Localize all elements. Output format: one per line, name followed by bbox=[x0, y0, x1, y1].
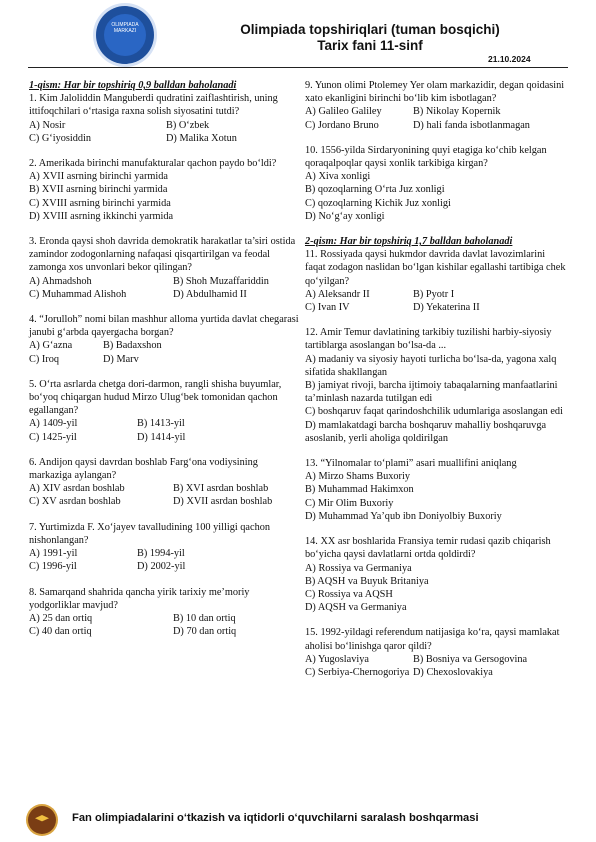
page-title bbox=[210, 22, 530, 54]
title-line-1: Olimpiada topshiriqlari (tuman bosqichi) bbox=[240, 22, 500, 37]
question-text: 9. Yunon olimi Ptolemey Yer olam markazidir, degan qoidasini xato ekanligini birinchi bo‘lib kim isbotlagan? bbox=[305, 80, 565, 105]
answer-options bbox=[29, 339, 299, 365]
option-a[interactable]: A) Rossiya va Germaniya bbox=[305, 562, 412, 574]
option-d[interactable]: D) Marv bbox=[103, 353, 139, 365]
option-a[interactable]: A) Aleksandr II bbox=[305, 288, 370, 300]
option-a[interactable]: A) madaniy va siyosiy hayoti turlicha bo‘lsa-da, yagona xalq sifatida shakllangan bbox=[305, 353, 557, 378]
question-7 bbox=[29, 521, 299, 574]
answer-options bbox=[305, 353, 567, 445]
question-text: 2. Amerikada birinchi manufakturalar qachon paydo bo‘ldi? bbox=[29, 158, 277, 170]
question-6 bbox=[29, 456, 299, 509]
question-text: 4. “Jorulloh” nomi bilan mashhur alloma yurtida davlat chegarasi janubi g‘arbda qayergacha borgan? bbox=[29, 314, 299, 339]
logo-text: OLIMPIADA MARKAZI bbox=[104, 14, 146, 56]
answer-options bbox=[29, 119, 299, 145]
question-12 bbox=[305, 326, 567, 445]
question-11 bbox=[305, 248, 567, 314]
answer-options bbox=[305, 170, 567, 223]
option-a[interactable]: A) 25 dan ortiq bbox=[29, 612, 93, 624]
option-b[interactable]: B) jamiyat rivoji, barcha ijtimoiy tabaqalarning manfaatlarini ta’minlash nazarda tutilgan edi bbox=[305, 380, 558, 405]
answer-options bbox=[29, 417, 299, 443]
option-c[interactable]: C) 1996-yil bbox=[29, 561, 77, 573]
option-b[interactable]: B) Badaxshon bbox=[103, 340, 162, 352]
question-9 bbox=[305, 79, 567, 132]
option-a[interactable]: A) XIV asrdan boshlab bbox=[29, 483, 125, 495]
option-d[interactable]: D) 70 dan ortiq bbox=[173, 626, 237, 638]
question-text: 15. 1992-yildagi referendum natijasiga ko‘ra, qaysi mamlakat aholisi bo‘linishga qaror qildi? bbox=[305, 627, 560, 652]
answer-options bbox=[29, 170, 299, 223]
right-column bbox=[305, 79, 567, 691]
option-a[interactable]: A) Yugoslaviya bbox=[305, 653, 369, 665]
question-text: 14. XX asr boshlarida Fransiya temir rudasi qazib chiqarish bo‘yicha qaysi davlatlarni ortda qoldirdi? bbox=[305, 536, 551, 561]
option-d[interactable]: D) Chexoslovakiya bbox=[413, 666, 493, 678]
option-d[interactable]: D) Malika Xotun bbox=[166, 132, 237, 144]
option-c[interactable]: C) Jordano Bruno bbox=[305, 119, 379, 131]
option-b[interactable]: B) 10 dan ortiq bbox=[173, 612, 236, 624]
question-text: 1. Kim Jaloliddin Manguberdi qudratini zaiflashtirish, uning ittifoqchilari o‘rtasiga raxna solish siyosatini tutdi? bbox=[29, 93, 278, 118]
option-c[interactable]: C) Iroq bbox=[29, 353, 60, 365]
answer-options bbox=[305, 288, 567, 314]
option-d[interactable]: D) hali fanda isbotlanmagan bbox=[413, 119, 530, 131]
option-c[interactable]: C) Rossiya va AQSH bbox=[305, 588, 393, 600]
cap-shape bbox=[35, 815, 49, 823]
option-a[interactable]: A) XVII asrning birinchi yarmida bbox=[29, 171, 168, 183]
option-d[interactable]: D) XVII asrdan boshlab bbox=[173, 496, 273, 508]
exam-date: 21.10.2024 bbox=[488, 54, 531, 64]
answer-options bbox=[305, 105, 567, 131]
question-text: 5. O‘rta asrlarda chetga dori-darmon, rangli shisha buyumlar, bo‘yoq chiqargan hudud Mirzo Ulug‘bek tomonidan qachon egallangan? bbox=[29, 378, 282, 417]
footer-text: Fan olimpiadalarini o‘tkazish va iqtidorli o‘quvchilarni saralash boshqarmasi bbox=[72, 812, 479, 824]
option-a[interactable]: A) Nosir bbox=[29, 119, 66, 131]
option-a[interactable]: A) G‘azna bbox=[29, 340, 73, 352]
option-c[interactable]: C) 1425-yil bbox=[29, 431, 77, 443]
option-b[interactable]: B) Bosniya va Gersogovina bbox=[413, 653, 528, 665]
option-d[interactable]: D) 2002-yil bbox=[137, 561, 186, 573]
option-c[interactable]: C) 40 dan ortiq bbox=[29, 626, 92, 638]
question-5 bbox=[29, 378, 299, 444]
option-c[interactable]: C) Muhammad Alishoh bbox=[29, 288, 127, 300]
option-b[interactable]: B) Muhammad Hakimxon bbox=[305, 484, 414, 496]
option-b[interactable]: B) Nikolay Kopernik bbox=[413, 106, 501, 118]
title-line-2: Tarix fani 11-sinf bbox=[317, 38, 423, 53]
option-c[interactable]: C) Ivan IV bbox=[305, 302, 350, 314]
page-footer bbox=[0, 800, 596, 842]
option-c[interactable]: C) boshqaruv faqat qarindoshchilik udumlariga asoslangan edi bbox=[305, 406, 563, 418]
question-text: 7. Yurtimizda F. Xo‘jayev tavalludining 100 yilligi qachon nishonlangan? bbox=[29, 521, 271, 546]
option-a[interactable]: A) 1409-yil bbox=[29, 418, 78, 430]
question-text: 3. Eronda qaysi shoh davrida demokratik harakatlar ta’siri ostida zamindor zodogonlarning nafaqasi qisqartirilgan va feodal zamonga xos unvonlari bekor qilingan? bbox=[29, 236, 296, 274]
option-b[interactable]: B) 1413-yil bbox=[137, 418, 185, 430]
header-divider bbox=[28, 67, 568, 68]
option-b[interactable]: B) qozoqlarning O‘rta Juz xonligi bbox=[305, 184, 445, 196]
question-14 bbox=[305, 535, 567, 614]
option-d[interactable]: D) Muhammad Ya’qub ibn Doniyolbiy Buxoriy bbox=[305, 510, 502, 522]
question-2 bbox=[29, 157, 299, 223]
question-10 bbox=[305, 144, 567, 223]
option-c[interactable]: C) G‘iyosiddin bbox=[29, 132, 92, 144]
option-b[interactable]: B) Pyotr I bbox=[413, 288, 455, 300]
option-b[interactable]: B) AQSH va Buyuk Britaniya bbox=[305, 575, 429, 587]
option-d[interactable]: D) Yekaterina II bbox=[413, 302, 480, 314]
option-c[interactable]: C) Serbiya-Chernogoriya bbox=[305, 666, 410, 678]
option-a[interactable]: A) Galileo Galiley bbox=[305, 106, 382, 118]
olympiad-logo-icon bbox=[96, 6, 154, 64]
option-d[interactable]: D) AQSH va Germaniya bbox=[305, 602, 407, 614]
question-3 bbox=[29, 235, 299, 301]
answer-options bbox=[29, 612, 299, 638]
question-8 bbox=[29, 586, 299, 639]
option-b[interactable]: B) XVI asrdan boshlab bbox=[173, 483, 269, 495]
question-text: 6. Andijon qaysi davrdan boshlab Farg‘ona vodiysining markaziga aylangan? bbox=[29, 456, 258, 482]
option-a[interactable]: A) Mirzo Shams Buxoriy bbox=[305, 471, 410, 483]
answer-options bbox=[305, 562, 567, 615]
answer-options bbox=[29, 275, 299, 301]
option-c[interactable]: C) qozoqlarning Kichik Juz xonligi bbox=[305, 197, 451, 209]
option-b[interactable]: B) 1994-yil bbox=[137, 548, 185, 560]
option-d[interactable]: D) No‘g‘ay xonligi bbox=[305, 210, 385, 222]
question-text: 12. Amir Temur davlatining tarkibiy tuzilishi harbiy-siyosiy tartiblarga asoslangan bo‘lsa-da ... bbox=[305, 327, 552, 352]
option-a[interactable]: A) 1991-yil bbox=[29, 548, 78, 560]
option-c[interactable]: C) Mir Olim Buxoriy bbox=[305, 497, 394, 509]
question-1 bbox=[29, 92, 299, 145]
option-d[interactable]: D) mamlakatdagi barcha boshqaruv mahalliy boshqaruvga asoslanib, yerli aholiga qoldirilgan bbox=[305, 419, 547, 444]
option-d[interactable]: D) Abdulhamid II bbox=[173, 288, 247, 300]
option-c[interactable]: C) XV asrdan boshlab bbox=[29, 496, 121, 508]
question-13 bbox=[305, 457, 567, 523]
question-15 bbox=[305, 626, 567, 679]
question-text: 8. Samarqand shahrida qancha yirik tarixiy me’moriy yodgorliklar mavjud? bbox=[29, 586, 250, 611]
option-b[interactable]: B) XVII asrning birinchi yarmida bbox=[29, 184, 168, 196]
question-text: 13. “Yilnomalar to‘plami” asari muallifini aniqlang bbox=[305, 458, 517, 470]
left-column bbox=[29, 79, 299, 650]
question-text: 11. Rossiyada qaysi hukmdor davrida davlat lavozimlarini faqat zodagon naslidan bo‘lgan kishilar egallashi tartibiga chek qo‘yilgan? bbox=[305, 249, 566, 287]
question-text: 10. 1556-yilda Sirdaryonining quyi etagiga ko‘chib kelgan qoraqalpoqlar qaysi xonlik tarkibiga kirgan? bbox=[305, 144, 547, 170]
section-1-heading: 1-qism: Har bir topshiriq 0,9 balldan baholanadi bbox=[29, 80, 237, 91]
page-header bbox=[0, 0, 596, 72]
option-a[interactable]: A) Ahmadshoh bbox=[29, 275, 92, 287]
answer-options bbox=[29, 547, 299, 573]
option-a[interactable]: A) Xiva xonligi bbox=[305, 171, 371, 183]
section-2-heading: 2-qism: Har bir topshiriq 1,7 balldan baholanadi bbox=[305, 236, 513, 248]
option-c[interactable]: C) XVIII asrning birinchi yarmida bbox=[29, 197, 171, 209]
option-d[interactable]: D) 1414-yil bbox=[137, 431, 186, 443]
answer-options bbox=[305, 653, 567, 679]
option-d[interactable]: D) XVIII asrning ikkinchi yarmida bbox=[29, 210, 174, 222]
answer-options bbox=[305, 470, 567, 523]
option-b[interactable]: B) O‘zbek bbox=[166, 119, 210, 131]
answer-options bbox=[29, 482, 299, 508]
question-4 bbox=[29, 313, 299, 366]
graduation-cap-icon bbox=[28, 806, 56, 834]
option-b[interactable]: B) Shoh Muzaffariddin bbox=[173, 275, 269, 287]
